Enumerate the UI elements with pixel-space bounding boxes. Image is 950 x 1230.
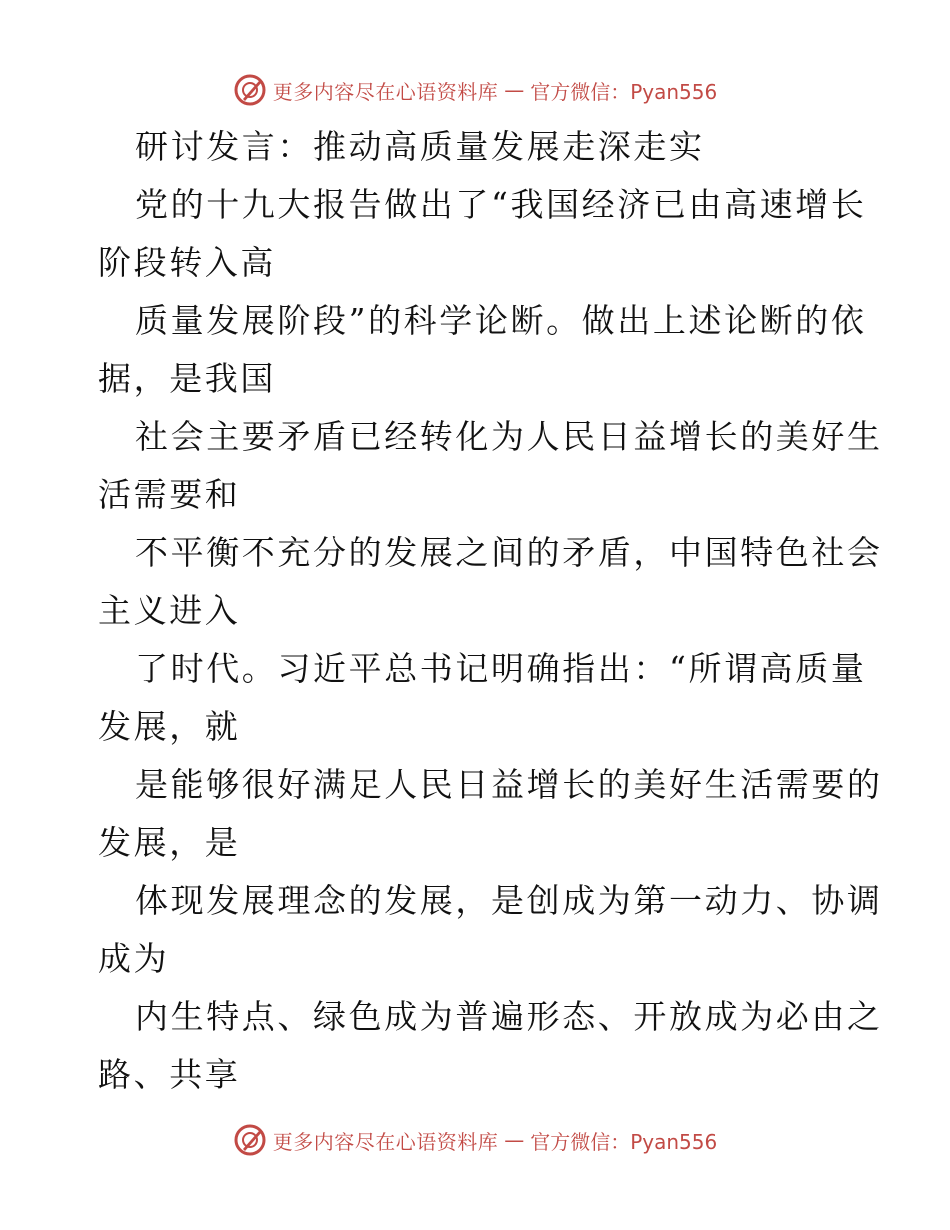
paragraph-line: 质量发展阶段”的科学论断。做出上述论断的依 <box>135 301 867 340</box>
paragraph-line: 阶段转入高 <box>98 243 276 282</box>
seal-logo-icon <box>233 73 267 107</box>
watermark-contact: 官方微信：Pyan556 <box>530 79 718 104</box>
paragraph-line: 内生特点、绿色成为普遍形态、开放成为必由之 <box>135 997 883 1036</box>
header-watermark <box>0 70 950 110</box>
paragraph-line: 党的十九大报告做出了“我国经济已由高速增长 <box>135 185 867 224</box>
paragraph-line: 不平衡不充分的发展之间的矛盾，中国特色社会 <box>135 533 883 572</box>
paragraph-line: 主义进入 <box>98 591 241 630</box>
paragraph-line: 了时代。习近平总书记明确指出：“所谓高质量 <box>135 649 867 688</box>
watermark-contact: 官方微信：Pyan556 <box>530 1129 718 1154</box>
paragraph-line: 是能够很好满足人民日益增长的美好生活需要的 <box>135 765 883 804</box>
paragraph-line: 发展，是 <box>98 823 241 862</box>
watermark-separator: — <box>504 78 525 102</box>
watermark-text: 更多内容尽在心语资料库 <box>272 1129 499 1154</box>
paragraph-line: 路、共享 <box>98 1055 241 1094</box>
paragraph-line: 发展，就 <box>98 707 241 746</box>
seal-logo-icon <box>233 1123 267 1157</box>
document-title: 研讨发言：推动高质量发展走深走实 <box>135 127 705 166</box>
paragraph-line: 据，是我国 <box>98 359 276 398</box>
paragraph-line: 体现发展理念的发展，是创成为第一动力、协调 <box>135 881 883 920</box>
document-body <box>98 118 883 1104</box>
paragraph-line: 活需要和 <box>98 475 241 514</box>
watermark-separator: — <box>504 1128 525 1152</box>
watermark-text: 更多内容尽在心语资料库 <box>272 79 499 104</box>
paragraph-line: 成为 <box>98 939 170 978</box>
footer-watermark <box>0 1120 950 1160</box>
paragraph-line: 社会主要矛盾已经转化为人民日益增长的美好生 <box>135 417 883 456</box>
